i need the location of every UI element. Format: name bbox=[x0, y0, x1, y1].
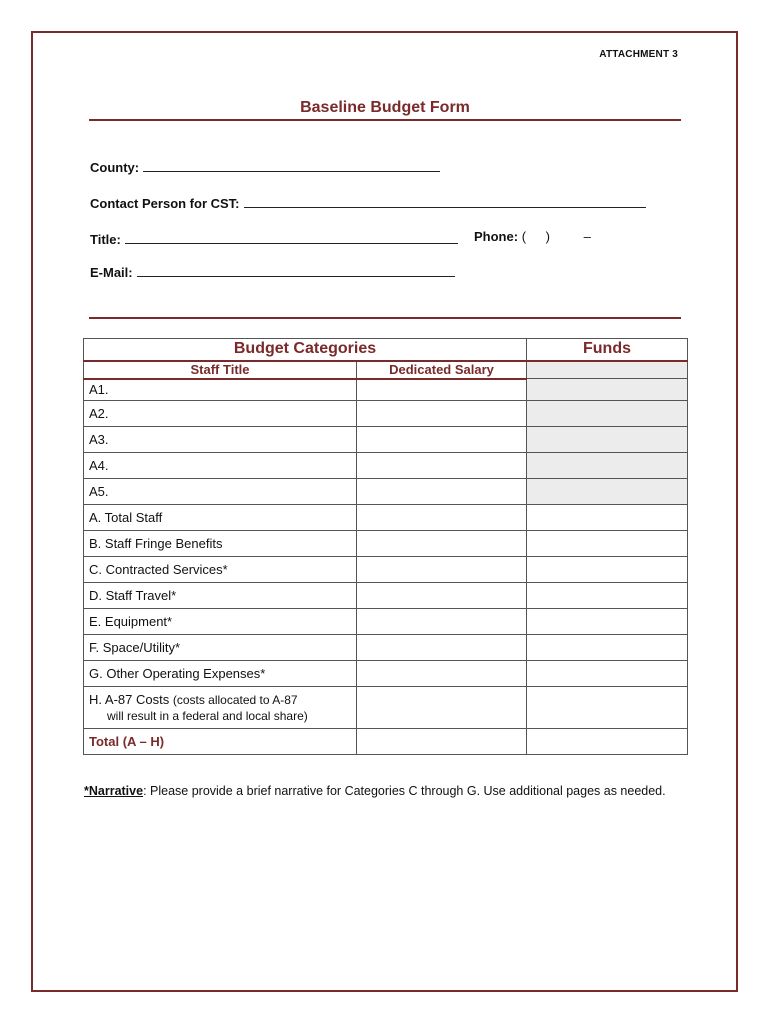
salary-cell[interactable] bbox=[357, 401, 527, 427]
category-label: G. Other Operating Expenses* bbox=[84, 661, 357, 687]
category-label: A. Total Staff bbox=[84, 505, 357, 531]
contact-line[interactable] bbox=[244, 195, 646, 208]
table-row bbox=[84, 453, 688, 479]
phone-label: Phone: bbox=[474, 229, 519, 244]
category-label: E. Equipment* bbox=[84, 609, 357, 635]
salary-cell[interactable] bbox=[357, 379, 527, 401]
county-line[interactable] bbox=[143, 159, 440, 172]
title-line[interactable] bbox=[125, 231, 458, 244]
phone-open-paren: ( bbox=[521, 229, 527, 244]
table-row bbox=[84, 635, 688, 661]
category-label: B. Staff Fringe Benefits bbox=[84, 531, 357, 557]
table-row bbox=[84, 427, 688, 453]
narrative-label: *Narrative bbox=[84, 784, 144, 798]
narrative-text: : Please provide a brief narrative for Categories C through G. Use additional pages as needed. bbox=[143, 784, 666, 798]
table-row bbox=[84, 609, 688, 635]
funds-header: Funds bbox=[527, 339, 688, 361]
funds-cell[interactable] bbox=[527, 505, 688, 531]
salary-cell[interactable] bbox=[357, 687, 527, 729]
funds-cell[interactable] bbox=[527, 609, 688, 635]
title-rule bbox=[89, 119, 681, 121]
county-label: County: bbox=[90, 160, 140, 175]
funds-cell[interactable] bbox=[527, 635, 688, 661]
funds-cell bbox=[527, 479, 688, 505]
salary-cell[interactable] bbox=[357, 479, 527, 505]
staff-row-label: A5. bbox=[84, 479, 357, 505]
phone-dash: – bbox=[583, 229, 591, 244]
salary-cell[interactable] bbox=[357, 583, 527, 609]
a87-label: H. A-87 Costs bbox=[89, 691, 170, 707]
category-label: D. Staff Travel* bbox=[84, 583, 357, 609]
category-label: C. Contracted Services* bbox=[84, 557, 357, 583]
a87-note-2: will result in a federal and local share) bbox=[107, 708, 308, 723]
salary-cell[interactable] bbox=[357, 427, 527, 453]
table-row bbox=[84, 583, 688, 609]
funds-cell[interactable] bbox=[527, 661, 688, 687]
salary-cell[interactable] bbox=[357, 531, 527, 557]
table-row bbox=[84, 505, 688, 531]
title-label: Title: bbox=[90, 232, 121, 247]
staff-row-label: A4. bbox=[84, 453, 357, 479]
funds-cell bbox=[527, 427, 688, 453]
narrative-note bbox=[84, 783, 684, 800]
contact-field[interactable] bbox=[90, 195, 646, 211]
a87-note-1: (costs allocated to A-87 bbox=[172, 692, 298, 707]
a87-label-cell bbox=[84, 687, 357, 729]
staff-title-header: Staff Title bbox=[84, 361, 357, 379]
table-row bbox=[84, 401, 688, 427]
table-row bbox=[84, 531, 688, 557]
section-rule bbox=[89, 317, 681, 319]
salary-cell[interactable] bbox=[357, 661, 527, 687]
salary-cell[interactable] bbox=[357, 729, 527, 755]
table-row bbox=[84, 557, 688, 583]
dedicated-salary-header: Dedicated Salary bbox=[357, 361, 527, 379]
salary-cell[interactable] bbox=[357, 635, 527, 661]
staff-row-label: A1. bbox=[84, 379, 357, 401]
table-row bbox=[84, 379, 688, 401]
salary-cell[interactable] bbox=[357, 557, 527, 583]
salary-cell[interactable] bbox=[357, 505, 527, 531]
table-row bbox=[84, 661, 688, 687]
county-field[interactable] bbox=[90, 159, 440, 175]
total-label: Total (A – H) bbox=[84, 729, 357, 755]
salary-cell[interactable] bbox=[357, 453, 527, 479]
salary-cell[interactable] bbox=[357, 609, 527, 635]
funds-cell[interactable] bbox=[527, 557, 688, 583]
title-field[interactable] bbox=[90, 231, 458, 247]
funds-cell[interactable] bbox=[527, 583, 688, 609]
budget-categories-header: Budget Categories bbox=[84, 339, 527, 361]
form-title: Baseline Budget Form bbox=[300, 99, 470, 116]
funds-cell-header bbox=[527, 361, 688, 379]
phone-close-paren: ) bbox=[545, 229, 550, 244]
funds-cell[interactable] bbox=[527, 531, 688, 557]
table-row bbox=[84, 479, 688, 505]
funds-cell bbox=[527, 453, 688, 479]
email-line[interactable] bbox=[137, 264, 455, 277]
staff-row-label: A3. bbox=[84, 427, 357, 453]
table-row bbox=[84, 729, 688, 755]
contact-label: Contact Person for CST: bbox=[90, 196, 240, 211]
funds-cell bbox=[527, 401, 688, 427]
phone-field[interactable] bbox=[474, 229, 591, 244]
staff-row-label: A2. bbox=[84, 401, 357, 427]
email-label: E-Mail: bbox=[90, 265, 133, 280]
category-label: F. Space/Utility* bbox=[84, 635, 357, 661]
email-field[interactable] bbox=[90, 264, 455, 280]
funds-cell[interactable] bbox=[527, 729, 688, 755]
attachment-label: ATTACHMENT 3 bbox=[599, 49, 678, 60]
table-row bbox=[84, 687, 688, 729]
funds-cell bbox=[527, 379, 688, 401]
funds-cell[interactable] bbox=[527, 687, 688, 729]
budget-table bbox=[83, 338, 688, 755]
